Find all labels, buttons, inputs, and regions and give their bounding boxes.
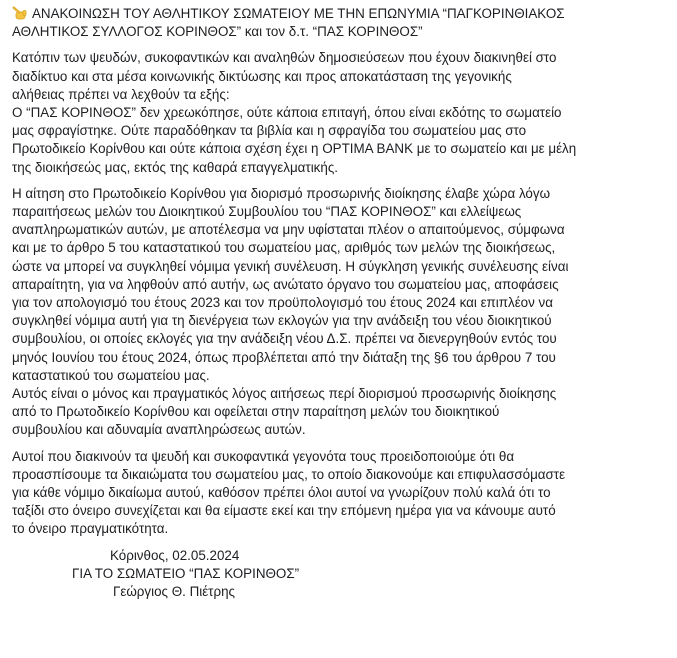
paragraph-court-application <box>12 185 665 440</box>
paragraph-clarification <box>12 49 665 176</box>
signature-block <box>12 547 665 602</box>
text-line: αναπληρωματικών αυτών, με αποτέλεσμα να μην υφίσταται πλέον ο απαιτούμενος, σύμφωνα <box>12 222 565 238</box>
title-line: ΑΘΛΗΤΙΚΟΣ ΣΥΛΛΟΓΟΣ ΚΟΡΙΝΘΟΣ” και τον δ.τ. “ΠΑΣ ΚΟΡΙΝΘΟΣ” <box>12 24 423 40</box>
text-line: Πρωτοδικείο Κορίνθου και ούτε κάποια σχέση έχει η OPTIMA BANK με το σωματείο και με μέλη <box>12 141 577 157</box>
text-line: αλήθειας πρέπει να λεχθούν τα εξής: <box>12 86 230 102</box>
text-line: καταστατικού του σωματείου μας. <box>12 367 210 383</box>
text-line: και με το άρθρο 5 του καταστατικού του σωματείου μας, αριθμός των μελών της διοικήσεως, <box>12 240 556 256</box>
text-line: ώστε να μπορεί να συγκληθεί νόμιμα γενική συνέλευση. Η σύγκληση γενικής συνέλευσης είναι <box>12 258 569 274</box>
text-line: συγκληθεί νόμιμα αυτή για τη διενέργεια των εκλογών για την ανάδειξη του νέου διοικητικού <box>12 313 552 329</box>
pointing-hand-icon <box>12 6 28 20</box>
text-line: μηνός Ιουνίου του έτους 2024, όπως προβλέπεται από την διάταξη της §6 του άρθρου 7 του <box>12 349 556 365</box>
post-title <box>12 5 665 41</box>
text-line: Η αίτηση στο Πρωτοδικείο Κορίνθου για διορισμό προσωρινής διοίκησης έλαβε χώρα λόγω <box>12 185 551 201</box>
text-line: συμβουλίου, οι οποίες εκλογές για την ανάδειξη νέου Δ.Σ. πρέπει να διενεργηθούν εντός του <box>12 331 557 347</box>
text-line: Ο “ΠΑΣ ΚΟΡΙΝΘΟΣ” δεν χρεωκόπησε, ούτε κάποια επιταγή, όπου είναι εκδότης το σωματείο <box>12 105 562 121</box>
text-line: προασπίσουμε τα δικαιώματα του σωματείου μας, το οποίο διακονούμε και επιφυλασσόμαστε <box>12 466 566 482</box>
text-line: μας σφραγίστηκε. Ούτε παραδόθηκαν τα βιβλία και η σφραγίδα του σωματείου μας στο <box>12 123 527 139</box>
text-line: απαραίτητη, για να ληφθούν από αυτήν, ως ανώτατο όργανο του σωματείου μας, αποφάσεις <box>12 276 559 292</box>
text-line: παραιτήσεως μελών του Διοικητικού Συμβουλίου του “ΠΑΣ ΚΟΡΙΝΘΟΣ” και ελλείψεως <box>12 204 522 220</box>
title-line: ΑΝΑΚΟΙΝΩΣΗ ΤΟΥ ΑΘΛΗΤΙΚΟΥ ΣΩΜΑΤΕΙΟΥ ΜΕ ΤΗΝ ΕΠΩΝΥΜΙΑ “ΠΑΓΚΟΡΙΝΘΙΑΚΟΣ <box>12 5 665 23</box>
text-line: για κάθε νόμιμο δικαίωμα αυτού, καθόσον πρέπει όλοι αυτοί να γνωρίζουν πολύ καλά ότι το <box>12 485 551 501</box>
signature-place-date: Κόρινθος, 02.05.2024 <box>110 547 240 563</box>
text-line: ταξίδι στο όνειρο συνεχίζεται και θα είμαστε εκεί και την επόμενη ημέρα για να κάνουμε αυτό <box>12 503 556 519</box>
text-line: Αυτοί που διακινούν τα ψευδή και συκοφαντικά γεγονότα τους προειδοποιούμε ότι θα <box>12 448 515 464</box>
text-line: της διοικήσεώς μας, εκτός της καθαρά επαγγελματικής. <box>12 159 338 175</box>
text-line: διαδίκτυο και στα μέσα κοινωνικής δικτύωσης και προς αποκατάσταση της γεγονικής <box>12 68 512 84</box>
text-line: για τον απολογισμό του έτους 2023 και τον προϋπολογισμό του έτους 2024 και επιπλέον να <box>12 295 553 311</box>
paragraph-warning <box>12 448 665 539</box>
text-line: Αυτός είναι ο μόνος και πραγματικός λόγος αιτήσεως περί διορισμού προσωρινής διοίκησης <box>12 386 557 402</box>
text-line: το όνειρο πραγματικότητα. <box>12 521 169 537</box>
text-line: Κατόπιν των ψευδών, συκοφαντικών και αναληθών δημοσιεύσεων που έχουν διακινηθεί στο <box>12 50 557 66</box>
text-line: από το Πρωτοδικείο Κορίνθου και οφείλεται στην παραίτηση μελών του διοικητικού <box>12 404 500 420</box>
signature-organization: ΓΙΑ ΤΟ ΣΩΜΑΤΕΙΟ “ΠΑΣ ΚΟΡΙΝΘΟΣ” <box>72 565 300 581</box>
text-line: συμβουλίου και αδυναμία αναπληρώσεως αυτών. <box>12 422 306 438</box>
signature-name: Γεώργιος Θ. Πιέτρης <box>113 584 235 600</box>
